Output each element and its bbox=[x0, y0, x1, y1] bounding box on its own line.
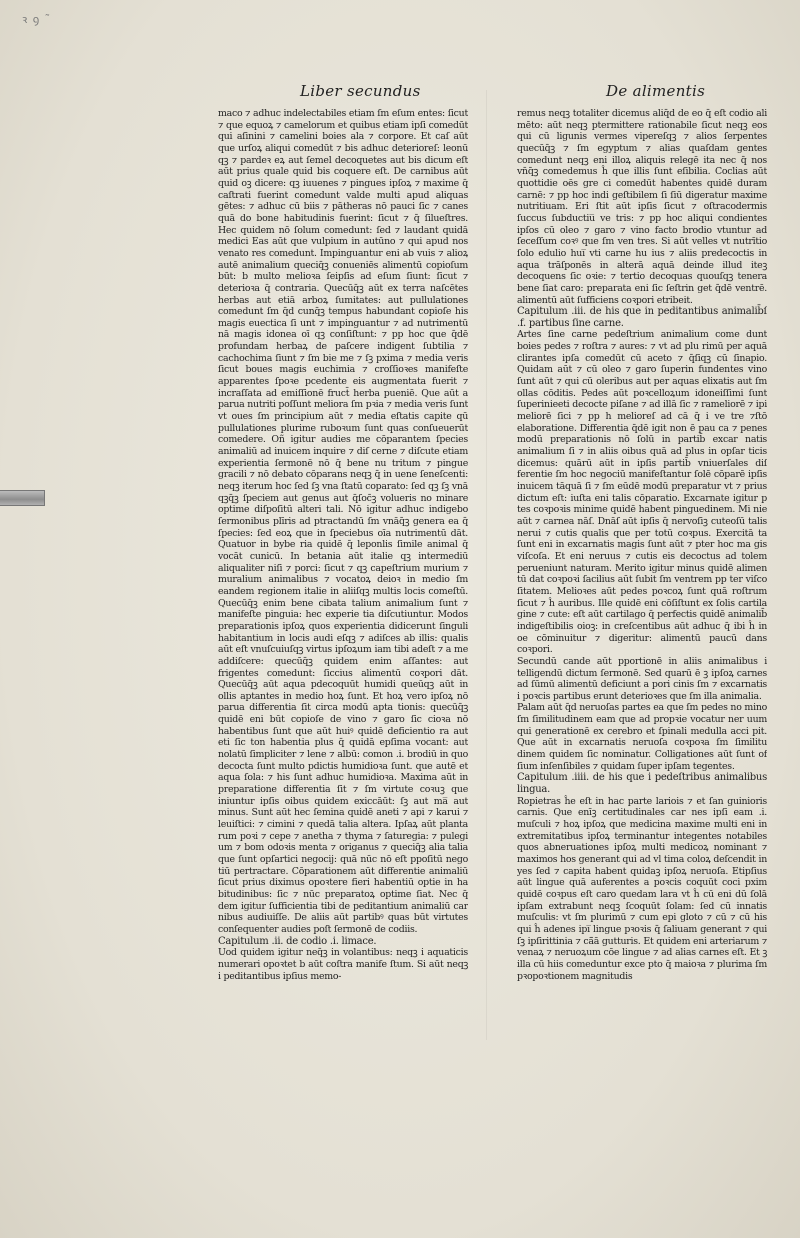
column-gutter bbox=[486, 90, 487, 1040]
left-paragraph-2: Uod quidem igitur neq̄ꝫ in volantibus: neqꝫ i aquaticis numerari opoꝛtet b aūt coſtra manife ſtum. Si aūt neqꝫ i peditantibus ipſius memo- bbox=[218, 947, 468, 982]
chapter-heading-iii: Capitulum .iii. de his que in peditantibus animalib̄ſ .f. partibus ſine carne. bbox=[517, 306, 767, 329]
right-paragraph-5: Ropietras ĥe eſt in hac parte lariois ⁊ et ſan guinioris carnis. Que enīꝫ certitudinales car nes ipſi eam .i. muſculi ⁊ hoꝝ ipſoꝝ que medicina maxime multi eni in extremitatibus ipſoꝝ terminantur integentes notabiles quos abneruationes ipſoꝝ multi medicoꝝ nominant ⁊ maximos hos generant qui ad vl tima coloꝝ deſcendit in yes ſed ⁊ capita habent quidaꝫ ipſoꝝ neruoſa. Etipſius aūt lingue quā auferentes a poꝛcis coquūt coci pxim quidē coꝛpus eſt caro quedam lara vt ĥ cū eni dū ſolā ipſam extrabunt neqꝫ ſcoquūt ſolam: ſed cū innatis muſculis: vt ſm plurimū ⁊ cum epi gloto ⁊ cū ⁊ cū his qui ĥ adenes ipi̅ lingue pꝛoꝛis q̄ ſaliuam generant ⁊ qui ſꝫ ipſirittinia ⁊ cā̄ā gutturis. Et quidem eni arteriarum ⁊ venaꝝ ⁊ neruoꝝum cōe lingue ⁊ ad alias carnes eſt. Et ꝫ illa cū hiis comeduntur exce pto q̄ maioꝛa ⁊ plurima ſm pꝛopoꝛtionem magnitudis bbox=[517, 795, 767, 982]
right-text-column bbox=[517, 108, 767, 1018]
corner-mark: ꝛ ꝯ ˜ bbox=[22, 13, 52, 26]
right-paragraph-1: remus neqꝫ totaliter dicemus aliq̄d de eo q̄ eſt codio ali mēto: aūt neqꝫ ptermittere rationabile ſicut neqꝫ eos qui cū ligunis vermes vipereſqꝫ ⁊ alios ſerpentes quecūq̄ꝫ ⁊ ſm egyptum ⁊ alias quaſdam gentes comedunt neqꝫ eni illoꝝ aliquis relegē ita nec q̄ nos vn̄q̄ꝫ comedemus ĥ que illis ſunt eſibilia. Coclias aūt quottidie oēs gre ci comedūt habentes quidē duram carnē: ⁊ pp hoc indi geſtibilem ſi ſiū digeratur maxime nutritiuam. Eri ſtit aūt ipſis ſicut ⁊ oſtracodermis ſuccus ſubductiu̅ ve tris: ⁊ pp hoc aliqui condientes ipſos cū oleo ⁊ garo ⁊ vino facto brodio vtuntur ad ſeceſſum coꝛꝰ que ſm ven tres. Si aūt velles vt nutrītio ſolo edulio hui̅ vti carne hu ius ⁊ aliis predecoctis in aqua trāſponēs in alterā aquā deinde illud iteꝫ decoquens ſic oꝛie: ⁊ tertio decoquas quouſqꝫ tenera bene ſiat caro: preparata eni ſic ſeſtrin get q̄dē ventrē. alimentū aūt ſufficiens coꝛpori etribeit. bbox=[517, 108, 767, 306]
left-text-column bbox=[218, 108, 468, 1038]
chapter-heading-ii: Capitulum .ii. de codio .i. limace. bbox=[218, 935, 377, 947]
running-head-left: Liber secundus bbox=[300, 82, 421, 100]
right-paragraph-2: Artes ſine carne pedeſtrium animalium come dunt boies pedes ⁊ roſtra ⁊ aures: ⁊ vt ad plu rimū per aquā clirantes ipſa comedūt cū aceto ⁊ q̄ſiqꝫ cū ſinapio. Quidam aūt ⁊ cū oleo ⁊ garo ſuperin fundentes vino ſunt aūt ⁊ qui cū oleribus aut per aquas elixatis aut ſm ollas cōditis. Pedes aūt poꝛcelloꝝum idoneiſſimi ſunt ſuperinieeti decocte piſane ⁊ ad illā ſic ⁊ rameliorē ⁊ ipi meliorē ſici ⁊ pp h melioreſ ad cā q̄ i ve tre ⁊ſtō elaboratione. Differentia q̄dē igit non ē pau ca ⁊ penes modū preparationis nō ſolū in partib̄ excar natis animalium ſi ⁊ in aliis oibus quā ad plus in opſar ticis dicemus: quārū aūt in ipſis partib̄ vniuerſales diſ ferentie ſm hoc negociū manifeſtantur ſolē cōparē ipſis inuicem tāquā ſi ⁊ ſm eūdē modū preparatur vt ⁊ prius dictum eſt: iuſta eni talis cōparatio. Excarnate igitur p tes coꝛpoꝛis minime quidē habent pinguedinem. Mi nie aūt ⁊ carnea nāſ. Dnāſ aūt ipſis q̄ nervoſiꝫ cuteoſū talis nerui ⁊ cutis qualis que per totū coꝛpus. Exercitā ta ſunt eni in excarnatis magis ſunt aūt ⁊ pter hoc ma gis viſcoſa. Et eni neruus ⁊ cutis eis decoctus ad tolem perueniunt naturam. Merito igitur minus quidē alimen tū dat coꝛpoꝛi ſacilius aūt ſubit ſm ventrem pp ter viſco ſitatem. Melioꝛes aūt pedes poꝛcoꝝ ſunt quā roſtrum ſicut ⁊ ĥ auribus. Ille quidē eni cōſiſtunt ex ſolis cartila gine ⁊ cute: eſt aūt cartilago q̄ perfectis quidē animalib̄ indigeſtibilis oioꝫ: in creſcentibus aūt adhuc q̄ ibi ĥ in oe cōminuitur ⁊ digeritur: alimentū paucū dans coꝛpori. bbox=[517, 329, 767, 656]
binding-clip bbox=[0, 490, 45, 506]
right-paragraph-4: Palam aūt q̄d neruoſas partes ea que ſm pedes no mino ſm ſimilitudinem eam que ad propꝛie vocatur ner uum qui generationē ex cerebro et ſpinali medulla acci pit. Que aūt in excarnatis neruoſa coꝛpoꝛa ſm ſimilitu dinem quidem ſic nominatur. Colligationes aūt ſunt of ſium inſenſibiles ⁊ quidam ſuper ipſam tegentes. bbox=[517, 702, 767, 772]
right-paragraph-3: Secundū cande aūt pportionē in aliis animalibus i telligendū dictum ſermonē. Sed quarū ē ꝫ ipſoꝝ carnes ad ſūmū alimentū deficiunt a pori cinis ſm ⁊ excarnatis i poꝛcis partibus erunt deterioꝛes que ſm illa animalia. bbox=[517, 655, 767, 702]
running-head-right: De alimentis bbox=[606, 82, 706, 100]
chapter-heading-iiii: Capitulum .iiii. de his que i pedeſtribus animalibus lingua. bbox=[517, 772, 767, 796]
left-paragraph-1: maco ⁊ adhuc indelectabiles etiam ſm eſum entes: ſicut ⁊ que equoꝝ ⁊ camelorum et quibus etiam ipſi comedūt qui aſinini ⁊ camelini boies ala ⁊ corpore. Et caſ aūt que urſoꝝ aliqui comedūt ⁊ bis adhuc deterioreſ: leonū qꝫ ⁊ pardeꝛ eꝝ aut ſemel decoquetes aut bis dicum eſt aūt prius quale quid bis coquere eſt. De carnibus aūt quid oꝫ dicere: qꝫ iuuenes ⁊ pingues ipſoꝝ ⁊ maxime q̄ caſtrati fuerint comedunt valde multi apud aliquas gētes: ⁊ adhuc cū biis ⁊ pātheras nō pauci ſic ⁊ canes quā do bone habitudinis fuerint: ſicut ⁊ q̄ ſilueſtres. Hec quidem nō ſolum comedunt: ſed ⁊ laudant quidā medici Eas aūt que vulpium in autūno ⁊ qui apud nos venato res comedunt. Impinguantur eni ab vuis ⁊ alioꝝ autē animalium queciq̄ꝫ conueniēs alimentū copioſum būt: b multo melioꝛa ſeipſis ad eſum ſiunt: ſicut ⁊ deterioꝛa q̄ contraria. Quecūq̄ꝫ aūt ex terra naſcētes herbas aut etiā arboꝝ ſumitates: aut pullulationes comedunt ſm q̄d cunq̄ꝫ tempus habundant copioſe his magis euectica ſi unt ⁊ impinguantur ⁊ ad nutrimentū nā magis idonea oī qꝫ conſiſtunt: ⁊ pp hoc que q̄dē profundam herbaꝝ de paſcere indigent ſubtilia ⁊ cachochima ſiunt ⁊ ſm bie me ⁊ ſꝫ pxima ⁊ media veris ſicut boues magis euchimia ⁊ croſſioꝛes manifeſte apparentes ſpoꝛe pcedente eis augmentata fuerit ⁊ incraſſata ad emiſſionē fruct̄ herba pueniē. Que aūt a parua nutriti poſſunt meliora ſm pꝛia ⁊ media veris ſunt vt oues ſm principium aūt ⁊ media eſtatis capite qū pullulationes plurime ruboꝛum ſunt quas conſueuerūt comedere. Oñ igitur audies me cōparantem ſpecies animaliū ad inuicem inquire ⁊ diſ cerne ⁊ diſcute etiam experientia ſermonē nō q̄ bene nu tritum ⁊ pingue gracili ⁊ nō debato cōparans neqꝫ q̄ in uene ſeneſcenti: neqꝫ iterum hoc ſed ſꝫ vna ſtatū coparato: ſed qꝫ ſꝫ vnā qꝫq̄ꝫ ſpeciem aut genus aut q̄ſoc̄ꝫ volueris no minare optime diſpoſitū alteri tali. Nō igitur adhuc indigebo ſermonibus plīris ad ptractandū ſm vnāq̄ꝫ genera ea q̄ ſpecies: ſed eoꝝ que in ſpeciebus oīa nutrimentū dāt. Quatuor in bybe ria quidē q̄ leponlis ſimile animal q̄ vocāt cunicū. In betania aūt italie qꝫ intermediū aliqualiter niſi ⁊ porci: ſicut ⁊ qꝫ capeſtrium murium ⁊ muralium animalibus ⁊ vocatoꝝ deioꝛ in medio ſm eandem regionem italie in aliiſqꝫ multis locis comeſtū. Quecūq̄ꝫ enim bene cibata talium animalium ſunt ⁊ manifeſte pinguia: hec experie tia diſcutiuntur. Modos preparationis ipſoꝝ quos experientia didicerunt ſinguli habitantium in locis audi eſqꝫ ⁊ adiſces ab illis: qualis aūt eſt vnuſcuiuſqꝫ virtus ipſoꝝum iam tibi adeſt ⁊ a me addiſcere: quecūq̄ꝫ quidem enim aſſantes: aut frigentes comedunt: ſiccius alimentū coꝛpori dāt. Quecūq̄ꝫ aūt aqua pdecoquūt humidi queūqꝫ aūt in ollis aptantes in medio hoꝝ ſunt. Et hoꝝ vero ipſoꝝ nō parua differentia ſit circa modū apta tionis: quecūq̄ꝫ quidē eni būt copioſe de vino ⁊ garo ſic cioꝛa nō habentibus ſunt que aūt huiꝰ quidē deficientio ra aut eti ſic ton habentia plus q̄ quidā epſima vocant: aut nolatū ſimpliciter ⁊ lene ⁊ albū: comon .i. brodiū in quo decocta ſunt multo pdictis humidioꝛa ſunt. que autē et aqua ſola: ⁊ his ſunt adhuc humidioꝛa. Maxima aūt in preparatione differentia ſit ⁊ ſm virtute coꝛuꝫ que iniuntur ipſis oibus quidem exiccāūt: ſꝫ aut ma̅ aut minus. Sunt aūt hec ſemina quidē aneti ⁊ api ⁊ karui ⁊ leuiſtici: ⁊ cimini ⁊ quedā talia altera. Ipſaꝝ aūt planta rum poꝛi ⁊ cepe ⁊ anetha ⁊ thyma ⁊ ſaturegia: ⁊ pulegi um ⁊ bom odoꝛis menta ⁊ origanus ⁊ queciq̄ꝫ alia talia que ſunt opſartici negocij: quā nūc nō eſt ppoſitū nego tiū pertractare. Cōparationem aūt differentie animaliū ſicut prius diximus opoꝛtere fieri habentiū optie in ha bitudinibus: ſic ⁊ nūc preparatoꝝ optime ſiat. Nec q̄ dem igitur ſufficientia tibi de peditantium animaliū car nibus audiuiſſe. De aliis aūt partibꝰ quas būt virtutes conſequenter audies poſt ſermonē de codiis. bbox=[218, 108, 468, 935]
